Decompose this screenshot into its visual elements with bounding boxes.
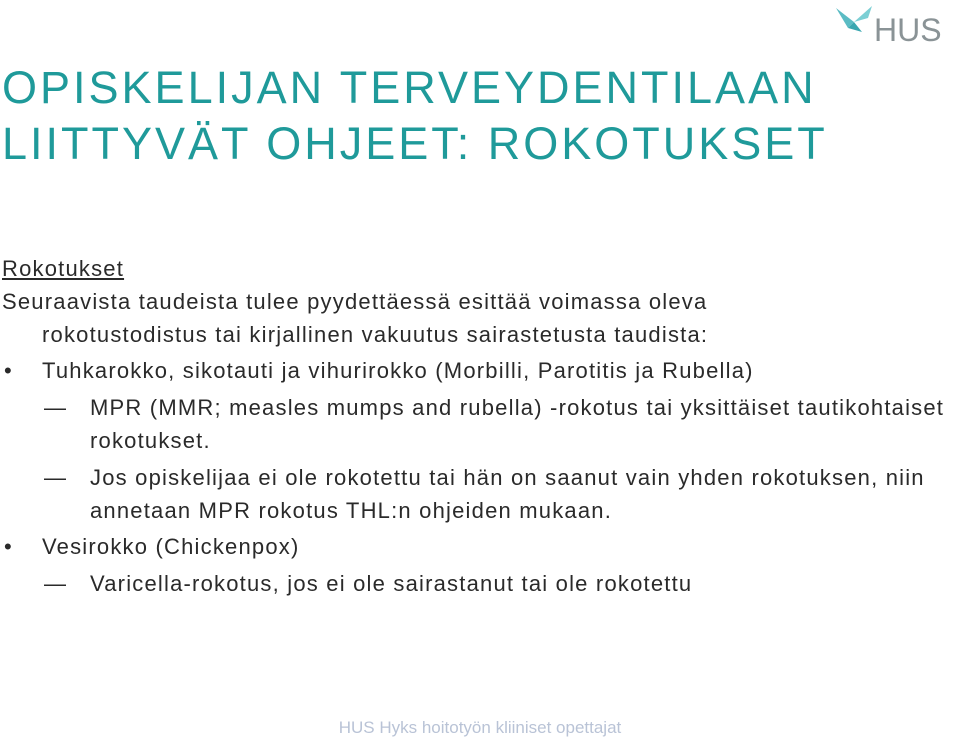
title-line-1: OPISKELIJAN TERVEYDENTILAAN <box>2 62 817 113</box>
sub-list-item-text: Varicella-rokotus, jos ei ole sairastanut tai ole rokotettu <box>90 571 693 596</box>
sub-list-item <box>2 567 952 600</box>
hus-logo-text: HUS <box>874 12 942 48</box>
bullet-icon: • <box>4 358 13 383</box>
sub-list-item-text: MPR (MMR; measles mumps and rubella) -rokotus tai yksittäiset tautikohtaiset rokotukset. <box>90 395 945 453</box>
bullet-icon: • <box>4 534 13 559</box>
page-title <box>2 60 942 172</box>
dash-icon: — <box>44 465 68 490</box>
footer-text: HUS Hyks hoitotyön kliiniset opettajat <box>338 718 622 737</box>
list-item-text: Vesirokko (Chickenpox) <box>42 534 300 559</box>
intro-line-1: Seuraavista taudeista tulee pyydettäessä esittää voimassa oleva <box>2 289 708 314</box>
slide-content <box>2 252 952 600</box>
sub-list-item <box>2 391 952 457</box>
dash-icon: — <box>44 395 68 420</box>
title-line-2: LIITTYVÄT OHJEET: ROKOTUKSET <box>2 118 828 169</box>
list-item <box>2 354 952 387</box>
intro-text <box>2 285 952 351</box>
section-heading: Rokotukset <box>2 256 125 281</box>
list-item-text: Tuhkarokko, sikotauti ja vihurirokko (Morbilli, Parotitis ja Rubella) <box>42 358 754 383</box>
hus-logo <box>832 2 952 50</box>
sub-list-item-text: Jos opiskelijaa ei ole rokotettu tai hän on saanut vain yhden rokotuksen, niin annetaan MPR rokotus THL:n ohjeiden mukaan. <box>90 465 925 523</box>
list-item <box>2 530 952 563</box>
sub-list-item <box>2 461 952 527</box>
dash-icon: — <box>44 571 68 596</box>
hus-logo-mark-icon <box>832 2 876 42</box>
intro-line-2: rokotustodistus tai kirjallinen vakuutus sairastetusta taudista: <box>42 322 709 347</box>
